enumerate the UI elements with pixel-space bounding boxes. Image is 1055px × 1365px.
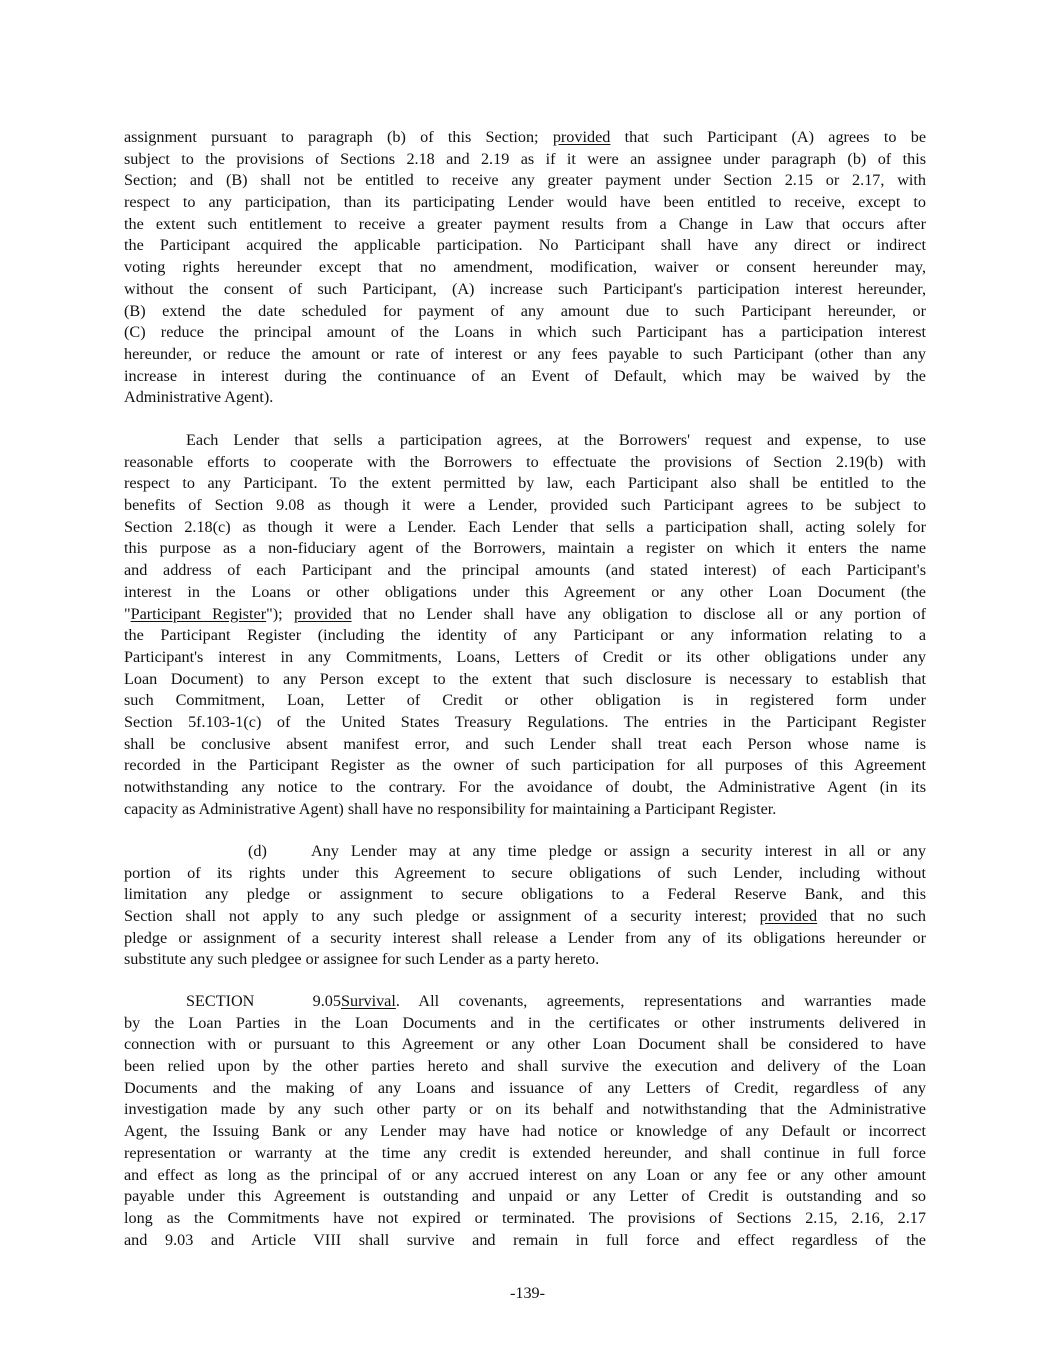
text-segment: hereunder, or reduce the amount or rate of interest or any fees payable to such Participant (other than any bbox=[124, 344, 926, 363]
text-line bbox=[124, 322, 926, 344]
text-line bbox=[124, 755, 926, 777]
text-line bbox=[124, 841, 926, 863]
text-line bbox=[124, 884, 926, 906]
text-segment: been relied upon by the other parties hereto and shall survive the execution and delivery of the Loan bbox=[124, 1057, 926, 1076]
text-line bbox=[124, 517, 926, 539]
text-line bbox=[124, 582, 926, 604]
text-segment: capacity as Administrative Agent) shall have no responsibility for maintaining a Participant Register. bbox=[124, 799, 777, 818]
text-segment: Section 2.18(c) as though it were a Lender. Each Lender that sells a participation shall, acting solely for bbox=[124, 517, 926, 536]
text-segment: investigation made by any such other party or on its behalf and notwithstanding that the Administrative bbox=[124, 1100, 926, 1119]
paragraph-participation-continued bbox=[124, 127, 926, 409]
text-segment: pledge or assignment of a security interest shall release a Lender from any of its obligations hereunder or bbox=[124, 928, 926, 947]
text-line bbox=[124, 1034, 926, 1056]
text-line bbox=[124, 690, 926, 712]
text-line bbox=[124, 1165, 926, 1187]
text-segment: Section shall not apply to any such pledge or assignment of a security interest; bbox=[124, 907, 760, 926]
paragraph-d-pledge bbox=[124, 841, 926, 971]
text-segment: . All covenants, agreements, representations and warranties made bbox=[395, 992, 926, 1010]
text-segment: assignment pursuant to paragraph (b) of this Section; bbox=[124, 128, 553, 146]
text-segment: the extent such entitlement to receive a greater payment results from a Change in Law that occurs after bbox=[124, 214, 926, 233]
text-segment: voting rights hereunder except that no amendment, modification, waiver or consent hereunder may, bbox=[124, 258, 926, 277]
text-segment: such Commitment, Loan, Letter of Credit or other obligation is in registered form under bbox=[124, 691, 926, 710]
text-line bbox=[124, 214, 926, 236]
text-line bbox=[124, 170, 926, 192]
text-line bbox=[124, 949, 926, 971]
text-segment: and address of each Participant and the principal amounts (and stated interest) of each Participant's bbox=[124, 561, 926, 580]
text-line bbox=[124, 192, 926, 214]
underlined-term: Participant Register bbox=[130, 604, 267, 623]
text-segment: SECTION 9.05 bbox=[186, 992, 341, 1010]
text-line bbox=[124, 647, 926, 669]
text-line bbox=[124, 235, 926, 257]
text-segment: Documents and the making of any Loans and issuance of any Letters of Credit, regardless of any bbox=[124, 1078, 926, 1097]
text-line bbox=[124, 430, 926, 452]
underlined-term: provided bbox=[294, 604, 352, 623]
text-line bbox=[124, 604, 926, 626]
text-segment: subject to the provisions of Sections 2.18 and 2.19 as if it were an assignee under paragraph (b) of this bbox=[124, 149, 926, 168]
paragraph-participant-register bbox=[124, 430, 926, 820]
text-segment: and effect as long as the principal of or any accrued interest on any Loan or any fee or any other amount bbox=[124, 1165, 926, 1184]
text-segment: long as the Commitments have not expired or terminated. The provisions of Sections 2.15, 2.16, 2.17 bbox=[124, 1208, 926, 1227]
text-line bbox=[124, 991, 926, 1013]
text-line bbox=[124, 344, 926, 366]
text-segment: (C) reduce the principal amount of the Loans in which such Participant has a participation interest bbox=[124, 323, 926, 342]
text-segment: (B) extend the date scheduled for payment of any amount due to such Participant hereunder, or bbox=[124, 301, 926, 320]
text-line bbox=[124, 777, 926, 799]
text-segment: Loan Document) to any Person except to the extent that such disclosure is necessary to establish that bbox=[124, 669, 926, 688]
text-line bbox=[124, 473, 926, 495]
text-segment: "); bbox=[266, 604, 295, 623]
text-segment: " bbox=[124, 604, 131, 623]
text-line bbox=[124, 669, 926, 691]
text-line bbox=[124, 1056, 926, 1078]
text-segment: shall be conclusive absent manifest error, and such Lender shall treat each Person whose name is bbox=[124, 734, 926, 753]
text-line bbox=[124, 734, 926, 756]
page-number: -139- bbox=[509, 1284, 546, 1302]
text-segment: notwithstanding any notice to the contrary. For the avoidance of doubt, the Administrative Agent (in its bbox=[124, 778, 926, 796]
text-segment: Section 5f.103-1(c) of the United States Treasury Regulations. The entries in the Participant Register bbox=[124, 712, 926, 731]
text-segment: recorded in the Participant Register as the owner of such participation for all purposes of this Agreement bbox=[124, 756, 926, 775]
text-segment: respect to any participation, than its participating Lender would have been entitled to receive, except to bbox=[124, 193, 926, 212]
text-segment: Section; and (B) shall not be entitled to receive any greater payment under Section 2.15 or 2.17, with bbox=[124, 171, 926, 190]
text-line bbox=[124, 712, 926, 734]
text-segment: that such Participant (A) agrees to be bbox=[610, 128, 926, 146]
text-line bbox=[124, 387, 926, 409]
text-line bbox=[124, 538, 926, 560]
text-segment: this purpose as a non-fiduciary agent of the Borrowers, maintain a register on which it enters the name bbox=[124, 539, 926, 558]
text-segment: benefits of Section 9.08 as though it were a Lender, provided such Participant agrees to be subject to bbox=[124, 496, 926, 515]
text-line bbox=[124, 301, 926, 323]
text-line bbox=[124, 1013, 926, 1035]
text-line bbox=[124, 1121, 926, 1143]
text-line bbox=[124, 1099, 926, 1121]
text-segment: representation or warranty at the time any credit is extended hereunder, and shall continue in full force bbox=[124, 1143, 926, 1162]
text-line bbox=[124, 127, 926, 149]
text-segment: without the consent of such Participant, (A) increase such Participant's participation interest hereunder, bbox=[124, 279, 926, 298]
text-segment: portion of its rights under this Agreement to secure obligations of such Lender, including without bbox=[124, 863, 926, 882]
underlined-term: provided bbox=[759, 907, 818, 926]
text-line bbox=[124, 1230, 926, 1252]
text-line bbox=[124, 257, 926, 279]
text-segment: Each Lender that sells a participation agrees, at the Borrowers' request and expense, to use bbox=[186, 431, 926, 449]
text-line bbox=[124, 863, 926, 885]
text-line bbox=[124, 1143, 926, 1165]
text-segment: that no such bbox=[817, 907, 927, 926]
text-segment: the Participant Register (including the identity of any Participant or any information relating to a bbox=[124, 626, 926, 645]
text-segment: Agent, the Issuing Bank or any Lender may have had notice or knowledge of any Default or incorrect bbox=[124, 1122, 926, 1141]
text-line bbox=[124, 928, 926, 950]
text-segment: (d) bbox=[248, 842, 267, 860]
text-segment: Administrative Agent). bbox=[124, 388, 274, 407]
text-line bbox=[124, 799, 926, 821]
text-line bbox=[124, 1078, 926, 1100]
text-line bbox=[124, 495, 926, 517]
text-segment: limitation any pledge or assignment to secure obligations to a Federal Reserve Bank, and this bbox=[124, 885, 926, 904]
text-line bbox=[124, 279, 926, 301]
text-segment: substitute any such pledgee or assignee for such Lender as a party hereto. bbox=[124, 950, 600, 969]
text-line bbox=[124, 366, 926, 388]
text-segment: interest in the Loans or other obligations under this Agreement or any other Loan Document (the bbox=[124, 582, 926, 601]
text-segment: increase in interest during the continuance of an Event of Default, which may be waived by the bbox=[124, 366, 926, 385]
text-line bbox=[124, 1186, 926, 1208]
text-segment: reasonable efforts to cooperate with the Borrowers to effectuate the provisions of Section 2.19(b) with bbox=[124, 452, 926, 471]
text-segment: payable under this Agreement is outstanding and unpaid or any Letter of Credit is outstanding and so bbox=[124, 1187, 926, 1206]
text-segment: Any Lender may at any time pledge or assign a security interest in all or any bbox=[311, 842, 926, 860]
text-line bbox=[124, 560, 926, 582]
text-line bbox=[124, 452, 926, 474]
text-segment: the Participant acquired the applicable participation. No Participant shall have any direct or indirect bbox=[124, 236, 926, 255]
text-segment: Participant's interest in any Commitments, Loans, Letters of Credit or its other obligations under any bbox=[124, 647, 926, 666]
text-segment: connection with or pursuant to this Agreement or any other Loan Document shall be considered to have bbox=[124, 1035, 926, 1054]
underlined-term: Survival bbox=[341, 992, 396, 1010]
text-segment: that no Lender shall have any obligation to disclose all or any portion of bbox=[351, 604, 926, 623]
text-segment: by the Loan Parties in the Loan Documents and in the certificates or other instruments delivered in bbox=[124, 1013, 926, 1032]
text-segment: respect to any Participant. To the extent permitted by law, each Participant also shall be entitled to the bbox=[124, 474, 926, 493]
text-line bbox=[124, 149, 926, 171]
underlined-term: provided bbox=[552, 128, 611, 146]
text-line bbox=[124, 625, 926, 647]
text-segment: and 9.03 and Article VIII shall survive and remain in full force and effect regardless of the bbox=[124, 1230, 926, 1249]
text-line bbox=[124, 1208, 926, 1230]
text-line bbox=[124, 906, 926, 928]
paragraph-section-9-05-survival bbox=[124, 991, 926, 1251]
